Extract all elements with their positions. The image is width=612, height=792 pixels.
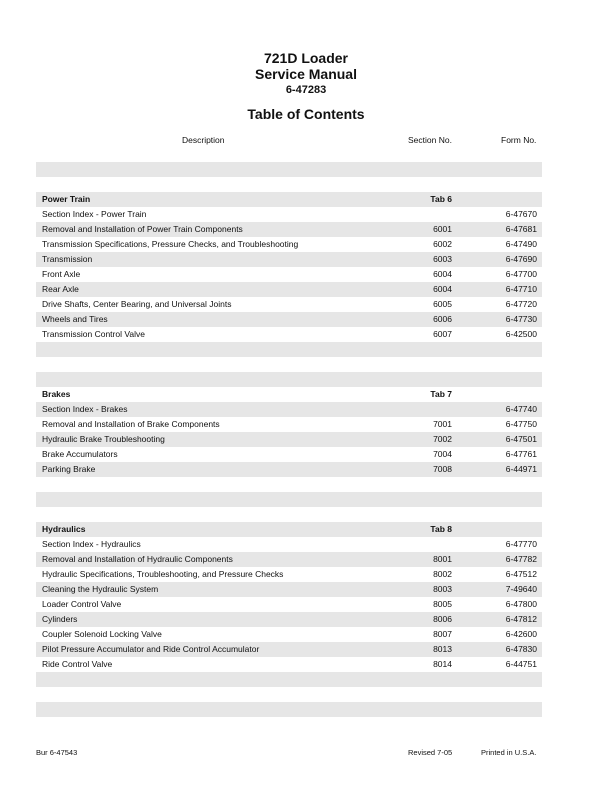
table-row xyxy=(36,627,542,642)
row-form-number: 6-47512 xyxy=(505,569,537,579)
row-description: Pilot Pressure Accumulator and Ride Control Accumulator xyxy=(42,644,260,654)
row-section-number: 8007 xyxy=(433,629,452,639)
section-header-row xyxy=(36,522,542,537)
row-section-number: 6004 xyxy=(433,284,452,294)
table-row xyxy=(36,222,542,237)
row-description: Section Index - Hydraulics xyxy=(42,539,141,549)
row-form-number: 6-47812 xyxy=(505,614,537,624)
section-header-row xyxy=(36,387,542,402)
row-description: Section Index - Brakes xyxy=(42,404,128,414)
row-section-number: Tab 8 xyxy=(430,524,452,534)
row-section-number: 6005 xyxy=(433,299,452,309)
row-description: Removal and Installation of Hydraulic Components xyxy=(42,554,233,564)
blank-row xyxy=(36,477,542,492)
row-description: Cylinders xyxy=(42,614,78,624)
toc-table xyxy=(36,162,542,717)
footer-form-number: Bur 6-47543 xyxy=(36,748,78,757)
row-form-number: 6-47730 xyxy=(505,314,537,324)
table-row xyxy=(36,642,542,657)
table-row xyxy=(36,207,542,222)
row-section-number: 8013 xyxy=(433,644,452,654)
document-form-number: 6-47283 xyxy=(285,84,327,96)
row-section-number: 8002 xyxy=(433,569,452,579)
row-section-number: 8014 xyxy=(433,659,452,669)
row-section-number: 8003 xyxy=(433,584,452,594)
column-header-section: Section No. xyxy=(408,135,452,145)
column-header-description: Description xyxy=(182,135,225,145)
row-form-number: 6-47750 xyxy=(505,419,537,429)
row-description: Cleaning the Hydraulic System xyxy=(42,584,159,594)
blank-row xyxy=(36,687,542,702)
row-form-number: 6-47830 xyxy=(505,644,537,654)
row-form-number: 6-47761 xyxy=(505,449,537,459)
row-section-number: 6002 xyxy=(433,239,452,249)
row-section-number: 6006 xyxy=(433,314,452,324)
table-row xyxy=(36,237,542,252)
row-form-number: 6-47681 xyxy=(505,224,537,234)
row-description: Loader Control Valve xyxy=(42,599,122,609)
row-section-number: 7002 xyxy=(433,434,452,444)
row-form-number: 6-47720 xyxy=(505,299,537,309)
row-description: Parking Brake xyxy=(42,464,96,474)
row-description: Brakes xyxy=(42,389,71,399)
row-section-number: 7004 xyxy=(433,449,452,459)
row-section-number: 6001 xyxy=(433,224,452,234)
footer-printed: Printed in U.S.A. xyxy=(481,748,537,757)
table-row xyxy=(36,552,542,567)
section-header-row xyxy=(36,192,542,207)
row-form-number: 6-44971 xyxy=(505,464,537,474)
row-form-number: 6-47670 xyxy=(505,209,537,219)
row-form-number: 6-47710 xyxy=(505,284,537,294)
document-title: 721D Loader xyxy=(263,50,349,66)
table-row xyxy=(36,402,542,417)
table-row xyxy=(36,447,542,462)
table-row xyxy=(36,252,542,267)
row-form-number: 6-44751 xyxy=(505,659,537,669)
row-description: Front Axle xyxy=(42,269,81,279)
row-form-number: 6-47800 xyxy=(505,599,537,609)
row-section-number: 6003 xyxy=(433,254,452,264)
blank-row xyxy=(36,492,542,507)
table-row xyxy=(36,612,542,627)
row-description: Transmission xyxy=(42,254,93,264)
row-section-number: 7001 xyxy=(433,419,452,429)
table-row xyxy=(36,312,542,327)
blank-row xyxy=(36,702,542,717)
table-row xyxy=(36,267,542,282)
blank-row xyxy=(36,162,542,177)
row-form-number: 6-47501 xyxy=(505,434,537,444)
row-section-number: 8006 xyxy=(433,614,452,624)
blank-row xyxy=(36,342,542,357)
row-description: Power Train xyxy=(42,194,91,204)
blank-row xyxy=(36,672,542,687)
document-subtitle: Service Manual xyxy=(255,66,357,82)
row-description: Ride Control Valve xyxy=(42,659,113,669)
row-form-number: 6-47770 xyxy=(505,539,537,549)
row-form-number: 7-49640 xyxy=(505,584,537,594)
table-row xyxy=(36,282,542,297)
table-row xyxy=(36,432,542,447)
row-description: Rear Axle xyxy=(42,284,79,294)
column-header-form: Form No. xyxy=(501,135,537,145)
row-section-number: Tab 7 xyxy=(430,389,452,399)
row-section-number: 8001 xyxy=(433,554,452,564)
row-description: Transmission Specifications, Pressure Checks, and Troubleshooting xyxy=(42,239,299,249)
table-row xyxy=(36,327,542,342)
row-section-number: 6007 xyxy=(433,329,452,339)
table-row xyxy=(36,537,542,552)
row-description: Removal and Installation of Power Train Components xyxy=(42,224,243,234)
table-row xyxy=(36,567,542,582)
table-row xyxy=(36,417,542,432)
row-description: Transmission Control Valve xyxy=(42,329,145,339)
row-section-number: 8005 xyxy=(433,599,452,609)
table-row xyxy=(36,597,542,612)
table-row xyxy=(36,582,542,597)
toc-heading: Table of Contents xyxy=(247,106,365,122)
footer-revised: Revised 7-05 xyxy=(408,748,453,757)
row-description: Hydraulic Brake Troubleshooting xyxy=(42,434,165,444)
row-description: Brake Accumulators xyxy=(42,449,118,459)
row-description: Drive Shafts, Center Bearing, and Universal Joints xyxy=(42,299,232,309)
row-description: Hydraulic Specifications, Troubleshooting, and Pressure Checks xyxy=(42,569,284,579)
row-form-number: 6-47690 xyxy=(505,254,537,264)
row-form-number: 6-47700 xyxy=(505,269,537,279)
table-row xyxy=(36,462,542,477)
blank-row xyxy=(36,372,542,387)
row-form-number: 6-47782 xyxy=(505,554,537,564)
row-description: Coupler Solenoid Locking Valve xyxy=(42,629,162,639)
row-description: Wheels and Tires xyxy=(42,314,108,324)
row-form-number: 6-47490 xyxy=(505,239,537,249)
row-description: Hydraulics xyxy=(42,524,86,534)
row-description: Removal and Installation of Brake Components xyxy=(42,419,220,429)
row-section-number: 7008 xyxy=(433,464,452,474)
row-form-number: 6-42600 xyxy=(505,629,537,639)
blank-row xyxy=(36,177,542,192)
row-section-number: 6004 xyxy=(433,269,452,279)
table-row xyxy=(36,657,542,672)
blank-row xyxy=(36,507,542,522)
row-form-number: 6-42500 xyxy=(505,329,537,339)
row-description: Section Index - Power Train xyxy=(42,209,147,219)
row-section-number: Tab 6 xyxy=(430,194,452,204)
table-row xyxy=(36,297,542,312)
row-form-number: 6-47740 xyxy=(505,404,537,414)
blank-row xyxy=(36,357,542,372)
